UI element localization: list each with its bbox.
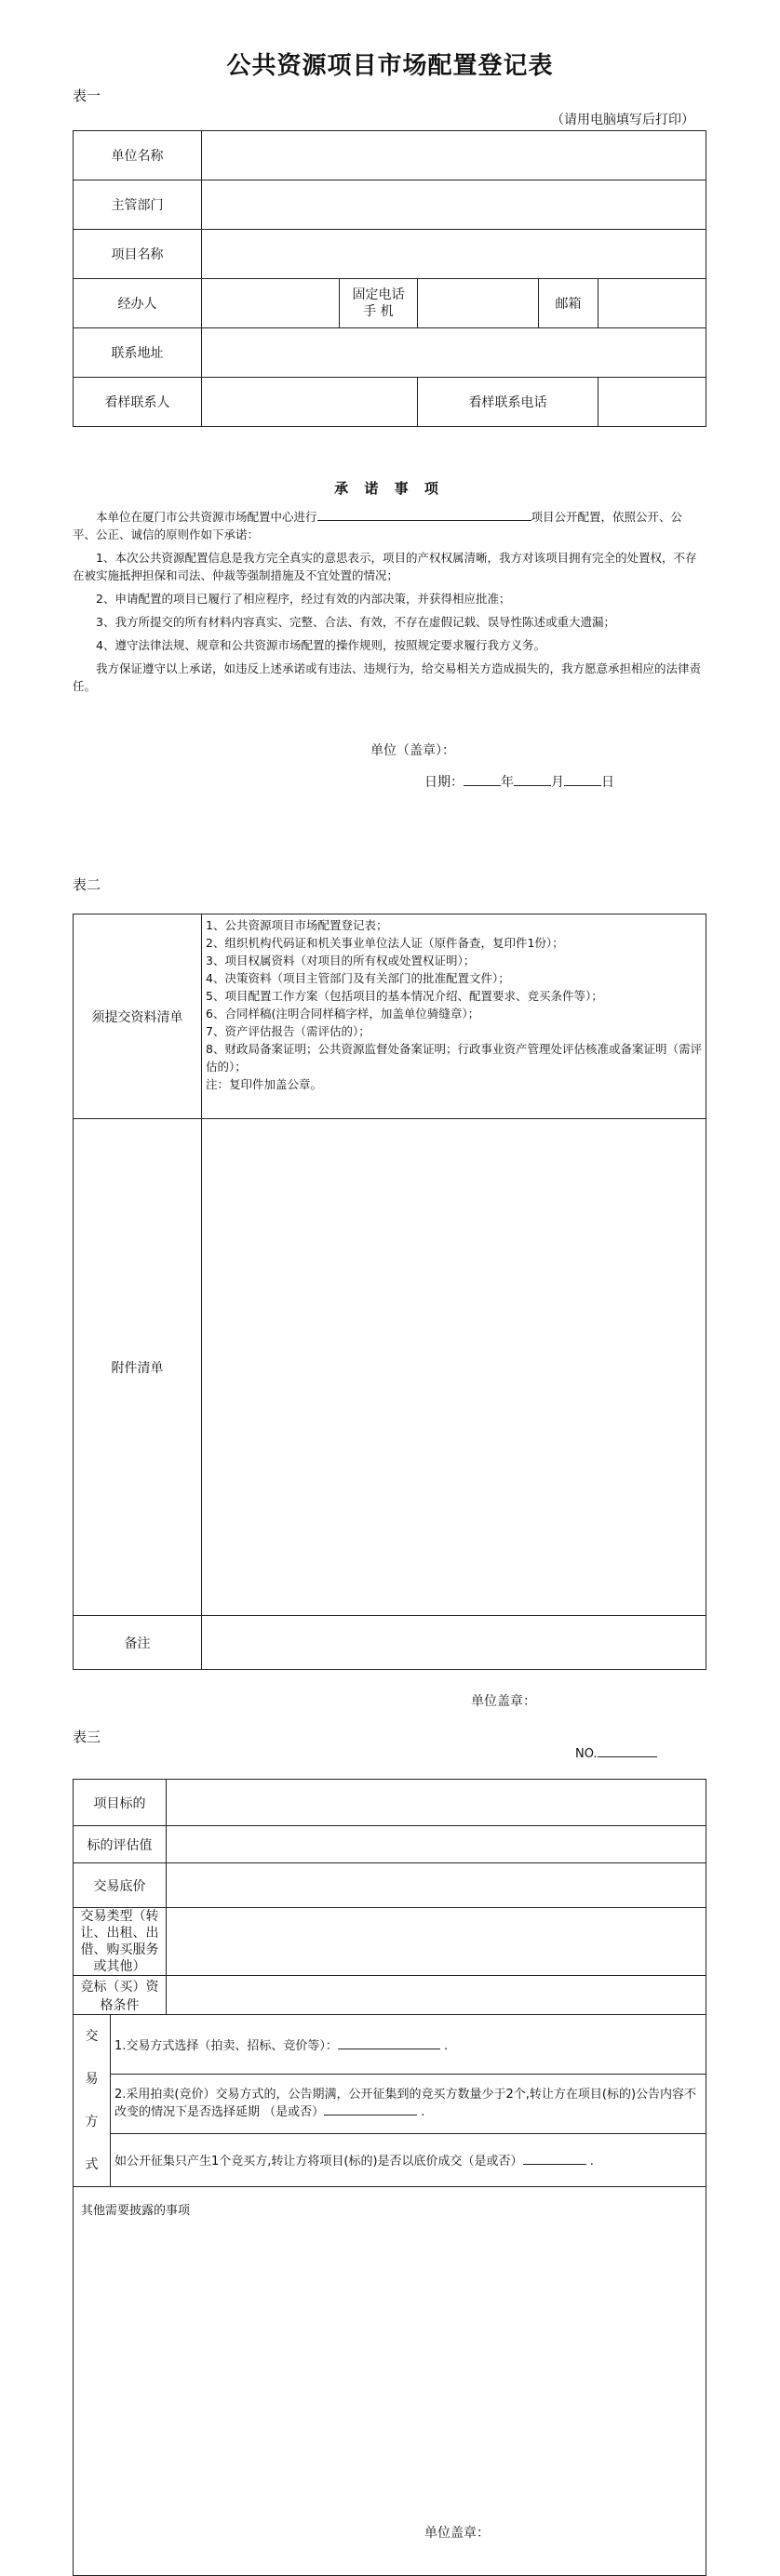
promise-intro-b: 项目公开配置，依照公开、公平、公正、诚信的原则作如下承诺： xyxy=(73,510,683,541)
method-char-3: 方 xyxy=(85,2115,99,2129)
other-cell[interactable] xyxy=(74,2187,706,2576)
dept-label: 主管部门 xyxy=(74,180,202,230)
reserve-label: 交易底价 xyxy=(74,1863,167,1908)
promise-item-4: 4、遵守法律法规、规章和公共资源市场配置的操作规则，按照规定要求履行我方义务。 xyxy=(96,638,545,652)
required-item-4: 4、决策资料（项目主管部门及有关部门的批准配置文件）； xyxy=(206,971,510,985)
subject-label: 项目标的 xyxy=(74,1780,167,1826)
promise-heading: 承 诺 事 项 xyxy=(334,480,444,497)
unit-name-label: 单位名称 xyxy=(74,131,202,180)
remarks-label: 备注 xyxy=(74,1616,202,1670)
address-field[interactable] xyxy=(202,328,706,378)
unit-name-field[interactable] xyxy=(202,131,706,180)
day-blank[interactable] xyxy=(564,774,601,786)
required-materials-label: 须提交资料清单 xyxy=(74,914,202,1119)
serial-number-label: NO. xyxy=(575,1747,598,1761)
method-char-2: 易 xyxy=(85,2072,99,2087)
required-materials-list xyxy=(202,914,706,1119)
email-field[interactable] xyxy=(598,279,706,328)
other-label: 其他需要披露的事项 xyxy=(81,2204,191,2218)
handler-field[interactable] xyxy=(202,279,340,328)
day-label: 日 xyxy=(601,775,614,790)
method-3-blank[interactable] xyxy=(523,2153,586,2165)
qualification-field[interactable] xyxy=(167,1976,706,2015)
viewer-contact-field[interactable] xyxy=(202,378,418,427)
required-item-6: 6、合同样稿(注明合同样稿字样，加盖单位骑缝章）； xyxy=(206,1007,480,1021)
materials-table xyxy=(73,914,706,1670)
promise-seal: 单位（盖章）： xyxy=(370,743,455,758)
reserve-field[interactable] xyxy=(167,1863,706,1908)
table2-label: 表二 xyxy=(73,876,101,893)
viewer-contact-label: 看样联系人 xyxy=(74,378,202,427)
promise-item-1: 1、本次公共资源配置信息是我方完全真实的意思表示，项目的产权权属清晰，我方对该项目拥有完全的处置权，不存在被实施抵押担保和司法、仲裁等强制措施及不宜处置的情况； xyxy=(73,551,697,582)
promise-intro-a: 本单位在厦门市公共资源市场配置中心进行 xyxy=(96,510,317,524)
dept-field[interactable] xyxy=(202,180,706,230)
method-label xyxy=(74,2015,111,2187)
project-blank[interactable] xyxy=(317,507,531,521)
type-label: 交易类型（转让、出租、出借、购买服务或其他） xyxy=(74,1908,167,1976)
promise-item-2: 2、申请配置的项目已履行了相应程序，经过有效的内部决策，并获得相应批准； xyxy=(96,592,511,606)
valuation-field[interactable] xyxy=(167,1826,706,1863)
fixed-phone-label: 固定电话 xyxy=(352,287,405,302)
required-item-7: 7、资产评估报告（需评估的）； xyxy=(206,1024,370,1038)
required-item-3: 3、项目权属资料（对项目的所有权或处置权证明）； xyxy=(206,954,476,968)
serial-number xyxy=(575,1745,657,1761)
address-label: 联系地址 xyxy=(74,328,202,378)
promise-guarantee: 我方保证遵守以上承诺，如违反上述承诺或有违法、违规行为，给交易相关方造成损失的，我方愿意承担相应的法律责任。 xyxy=(73,661,702,693)
qualification-label: 竞标（买）资格条件 xyxy=(74,1976,167,2015)
date-label: 日期： xyxy=(424,775,464,790)
promise-section xyxy=(73,480,706,701)
phone-label xyxy=(340,279,418,328)
month-blank[interactable] xyxy=(514,774,551,786)
method-1-cell: 1.交易方式选择（拍卖、招标、竞价等）： . xyxy=(111,2015,706,2075)
mobile-label: 手 机 xyxy=(363,304,394,319)
promise-date xyxy=(424,772,614,791)
method-3-cell: 如公开征集只产生1个竞买方,转让方将项目(标的)是否以底价成交（是或否） . xyxy=(111,2133,706,2186)
attachments-label: 附件清单 xyxy=(74,1119,202,1616)
method-2-text: 2.采用拍卖(竞价）交易方式的，公告期满，公开征集到的竞买方数量少于2个,转让方在项目(标的)公告内容不改变的情况下是否选择延期 （是或否） xyxy=(114,2087,697,2119)
handler-label: 经办人 xyxy=(74,279,202,328)
method-3-text: 如公开征集只产生1个竞买方,转让方将项目(标的)是否以底价成交（是或否） xyxy=(114,2155,523,2169)
promise-item-3: 3、我方所提交的所有材料内容真实、完整、合法、有效，不存在虚假记载、误导性陈述或重大遗漏； xyxy=(96,615,615,629)
viewer-phone-label: 看样联系电话 xyxy=(418,378,598,427)
required-item-note: 注：复印件加盖公章。 xyxy=(206,1077,323,1091)
method-1-text: 1.交易方式选择（拍卖、招标、竞价等）： xyxy=(114,2038,338,2053)
phone-field[interactable] xyxy=(418,279,539,328)
table2-seal: 单位盖章： xyxy=(471,1694,536,1709)
remarks-field[interactable] xyxy=(202,1616,706,1670)
type-field[interactable] xyxy=(167,1908,706,1976)
email-label: 邮箱 xyxy=(539,279,598,328)
valuation-label: 标的评估值 xyxy=(74,1826,167,1863)
page-title: 公共资源项目市场配置登记表 xyxy=(226,52,554,80)
month-label: 月 xyxy=(551,775,564,790)
required-item-1: 1、公共资源项目市场配置登记表； xyxy=(206,918,388,932)
required-item-2: 2、组织机构代码证和机关事业单位法人证（原件备查，复印件1份）； xyxy=(206,936,564,950)
table3-seal: 单位盖章： xyxy=(424,2526,490,2541)
table3-label: 表三 xyxy=(73,1728,101,1745)
method-char-1: 交 xyxy=(85,2029,99,2044)
project-name-label: 项目名称 xyxy=(74,230,202,279)
method-char-4: 式 xyxy=(85,2157,99,2172)
attachments-field[interactable] xyxy=(202,1119,706,1616)
project-table xyxy=(73,1779,706,2576)
serial-number-blank[interactable] xyxy=(598,1745,657,1757)
subject-field[interactable] xyxy=(167,1780,706,1826)
print-note: （请用电脑填写后打印） xyxy=(551,113,694,127)
viewer-phone-field[interactable] xyxy=(598,378,706,427)
required-item-8: 8、财政局备案证明；公共资源监督处备案证明；行政事业资产管理处评估核准或备案证明（需评估的）； xyxy=(206,1042,702,1074)
registration-table xyxy=(73,130,706,427)
method-2-blank[interactable] xyxy=(324,2103,417,2116)
year-blank[interactable] xyxy=(464,774,501,786)
method-2-cell: 2.采用拍卖(竞价）交易方式的，公告期满，公开征集到的竞买方数量少于2个,转让方在项目(标的)公告内容不改变的情况下是否选择延期 （是或否） . xyxy=(111,2074,706,2133)
project-name-field[interactable] xyxy=(202,230,706,279)
table1-label: 表一 xyxy=(73,87,101,104)
promise-intro xyxy=(73,507,706,543)
method-1-blank[interactable] xyxy=(338,2037,440,2049)
required-item-5: 5、项目配置工作方案（包括项目的基本情况介绍、配置要求、竞买条件等）； xyxy=(206,989,603,1003)
year-label: 年 xyxy=(501,775,514,790)
